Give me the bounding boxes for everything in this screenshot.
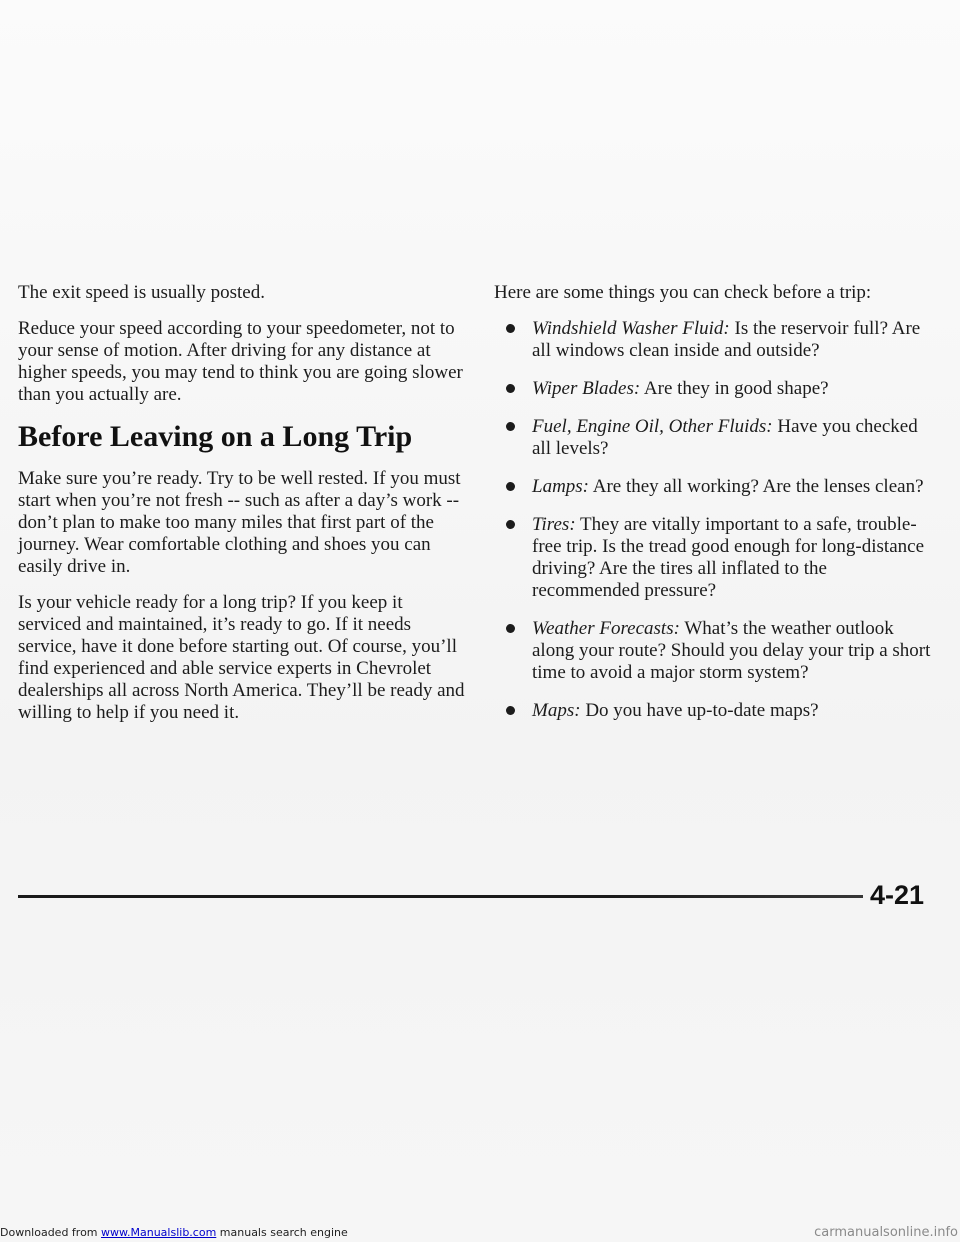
list-item xyxy=(494,700,939,722)
list-item-term: Lamps: xyxy=(532,476,590,497)
list-item-term: Maps: xyxy=(532,700,581,721)
list-item xyxy=(494,514,939,602)
manualslib-link[interactable]: www.Manualslib.com xyxy=(101,1226,217,1239)
checklist xyxy=(494,318,939,722)
footer-prefix: Downloaded from xyxy=(0,1226,102,1239)
bullet-icon xyxy=(506,624,515,633)
list-item xyxy=(494,476,939,498)
list-item-term: Windshield Washer Fluid: xyxy=(532,318,730,339)
watermark-text: carmanualsonline.info xyxy=(814,1225,958,1240)
list-item xyxy=(494,416,939,460)
download-footer xyxy=(0,1224,960,1242)
bullet-icon xyxy=(506,706,515,715)
footer-suffix: manuals search engine xyxy=(216,1226,348,1239)
section-heading: Before Leaving on a Long Trip xyxy=(18,420,413,453)
checklist-intro: Here are some things you can check before a trip: xyxy=(494,282,872,303)
list-item-text: Is the reservoir full? Are all windows clean inside and outside? xyxy=(532,318,921,361)
list-item-text: What’s the weather outlook along your route? Should you delay your trip a short time to avoid a major storm system? xyxy=(532,618,931,683)
list-item-text: Are they all working? Are the lenses clean? xyxy=(589,476,924,497)
bullet-icon xyxy=(506,482,515,491)
paragraph-exit-speed: The exit speed is usually posted. xyxy=(18,282,265,303)
list-item xyxy=(494,378,939,400)
list-item-text: Have you checked all levels? xyxy=(532,416,918,459)
bullet-icon xyxy=(506,384,515,393)
list-item-text: Are they in good shape? xyxy=(640,378,829,399)
page-number: 4-21 xyxy=(870,880,925,910)
paragraph-be-ready: Make sure you’re ready. Try to be well rested. If you must start when you’re not fresh -- such as after a day’s work -- don’t plan to make too many miles that first part of the journey. Wear comfortable clothing and shoes you can easily drive in. xyxy=(18,468,461,577)
list-item xyxy=(494,618,939,684)
paragraph-vehicle-ready: Is your vehicle ready for a long trip? If you keep it serviced and maintained, it’s ready to go. If it needs service, have it done before starting out. Of course, you’ll find experienced and able service experts in Chevrolet dealerships all across North America. They’ll be ready and willing to help if you need it. xyxy=(18,592,465,723)
list-item-text: They are vitally important to a safe, trouble-free trip. Is the tread good enough for long-distance driving? Are the tires all inflated to the recommended pressure? xyxy=(532,514,925,601)
list-item-term: Tires: xyxy=(532,514,576,535)
list-item-term: Wiper Blades: xyxy=(532,378,641,399)
bullet-icon xyxy=(506,324,515,333)
paragraph-reduce-speed: Reduce your speed according to your speedometer, not to your sense of motion. After driving for any distance at higher speeds, you may tend to think you are going slower than you actually are. xyxy=(18,318,463,405)
right-column xyxy=(494,282,939,738)
bullet-icon xyxy=(506,520,515,529)
list-item-term: Weather Forecasts: xyxy=(532,618,680,639)
list-item-text: Do you have up-to-date maps? xyxy=(580,700,819,721)
footer-source xyxy=(0,1224,348,1242)
list-item-term: Fuel, Engine Oil, Other Fluids: xyxy=(532,416,773,437)
bullet-icon xyxy=(506,422,515,431)
footer-divider xyxy=(18,895,863,898)
left-column xyxy=(18,282,468,738)
list-item xyxy=(494,318,939,362)
